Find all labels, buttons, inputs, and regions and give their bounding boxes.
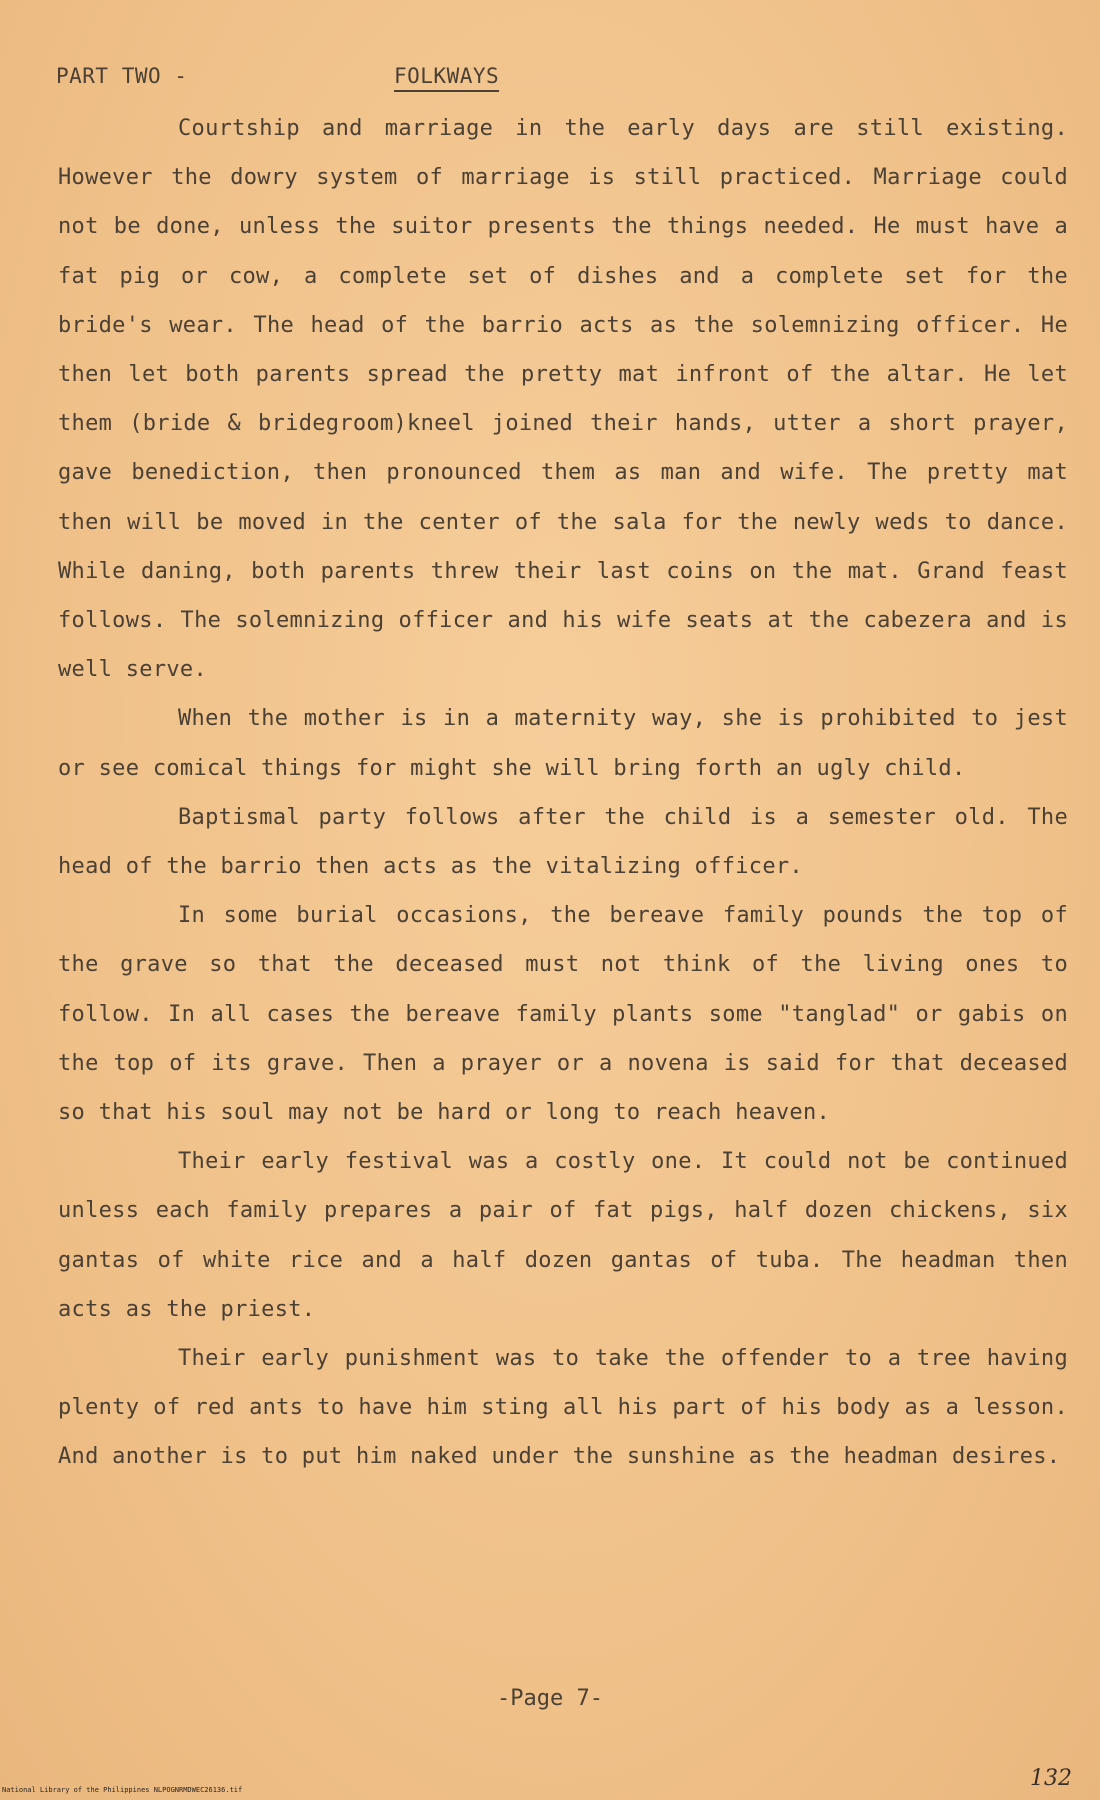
paragraph-marriage: Courtship and marriage in the early days are still existing. However the dowry system of marriage is still practiced. Marriage could not be done, unless the suitor presents the things needed. He must have a fat pig or cow, a complete set of dishes and a complete set for the bride's wear. The head of the barrio acts as the solemnizing officer. He then let both parents spread the pretty mat infront of the altar. He let them (bride & bridegroom)kneel joined their hands, utter a short prayer, gave benediction, then pronounced them as man and wife. The pretty mat then will be moved in the center of the sala for the newly weds to dance. While daning, both parents threw their last coins on the mat. Grand feast follows. The solemnizing officer and his wife seats at the cabezera and is well serve. — [58, 116, 1068, 683]
paragraph-maternity: When the mother is in a maternity way, she is prohibited to jest or see comical things for might she will bring forth an ugly child. — [58, 706, 1068, 781]
page-number: -Page 7- — [497, 1686, 603, 1711]
scan-footer: National Library of the Philippines NLPOGNRMDWEC26136.tif — [2, 1786, 243, 1794]
paragraph-punishment: Their early punishment was to take the offender to a tree having plenty of red ants to have him sting all his part of his body as a lesson. And another is to put him naked under the sunshine as the headman desires. — [58, 1346, 1068, 1470]
section-title: FOLKWAYS — [394, 64, 499, 92]
part-label: PART TWO - — [56, 64, 188, 88]
handwritten-folio-number: 132 — [1030, 1766, 1072, 1791]
paragraph-burial: In some burial occasions, the bereave family pounds the top of the grave so that the deceased must not think of the living ones to follow. In all cases the bereave family plants some "tanglad" or gabis on the top of its grave. Then a prayer or a novena is said for that deceased so that his soul may not be hard or long to reach heaven. — [58, 903, 1068, 1126]
paragraph-festival: Their early festival was a costly one. It could not be continued unless each family prepares a pair of fat pigs, half dozen chickens, six gantas of white rice and a half dozen gantas of tuba. The headman then acts as the priest. — [58, 1149, 1068, 1322]
paragraph-baptism: Baptismal party follows after the child is a semester old. The head of the barrio then acts as the vitalizing officer. — [58, 804, 1068, 880]
body-text — [58, 104, 1068, 1482]
